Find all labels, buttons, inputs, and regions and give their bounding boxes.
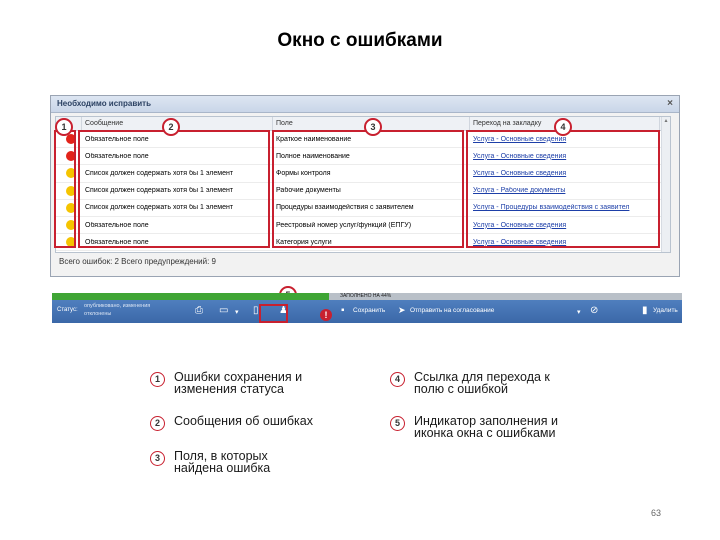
monitor-icon[interactable]: ▭	[219, 305, 229, 316]
legend-text: Индикатор заполнения и иконка окна с ошибками	[414, 414, 558, 440]
column-header-link[interactable]: Переход на закладку	[470, 117, 660, 130]
error-message: Список должен содержать хотя бы 1 элемент	[85, 204, 234, 212]
slide-title: Окно с ошибками	[277, 30, 443, 51]
callout-2: 2	[162, 118, 180, 136]
error-link[interactable]: Услуга - Основные сведения	[473, 221, 567, 229]
legend-number: 4	[390, 372, 405, 387]
error-link[interactable]: Услуга - Процедуры взаимодействия с заявител	[473, 204, 630, 212]
send-for-approval-button[interactable]: Отправить на согласование	[410, 307, 495, 314]
page-number: 63	[651, 508, 662, 518]
callout-1: 1	[55, 118, 73, 136]
legend-item-2	[150, 415, 360, 431]
error-link[interactable]: Услуга - Основные сведения	[473, 135, 567, 143]
error-link[interactable]: Услуга - Основные сведения	[473, 238, 567, 246]
send-icon[interactable]: ➤	[398, 305, 406, 315]
error-message: Список должен содержать хотя бы 1 элемент	[85, 169, 234, 177]
status-label: Статус:	[57, 307, 78, 313]
save-button[interactable]: Сохранить	[353, 307, 386, 314]
user-icon[interactable]: ♟	[279, 305, 288, 316]
error-link[interactable]: Услуга - Рабочие документы	[473, 187, 566, 195]
highlight-error-icons	[54, 130, 76, 248]
error-window-title: Необходимо исправить	[57, 99, 152, 108]
error-link[interactable]: Услуга - Основные сведения	[473, 169, 567, 177]
save-icon[interactable]: ▪	[341, 305, 345, 316]
completion-progress-label: ЗАПОЛНЕНО НА 44%	[340, 293, 392, 299]
chevron-down-icon[interactable]: ▾	[577, 309, 581, 316]
card-toolbar	[52, 300, 682, 323]
print-icon[interactable]: ⎙	[195, 305, 203, 316]
error-field: Формы контроля	[276, 169, 331, 177]
error-message: Обязательное поле	[85, 238, 149, 246]
trash-icon[interactable]: ▮	[642, 305, 648, 316]
column-header-message[interactable]: Сообщение	[82, 117, 273, 130]
callout-3: 3	[364, 118, 382, 136]
legend-text: Ссылка для перехода к полю с ошибкой	[414, 370, 550, 396]
error-summary: Всего ошибок: 2 Всего предупреждений: 9	[59, 257, 216, 266]
error-message: Обязательное поле	[85, 135, 149, 143]
error-window-titlebar	[51, 96, 679, 113]
block-icon[interactable]: ⊘	[590, 305, 599, 316]
completion-progress-fill	[52, 293, 329, 300]
column-header-field[interactable]: Поле	[273, 117, 470, 130]
error-message: Обязательное поле	[85, 152, 149, 160]
status-value: опубликовано, изменения отклонены	[84, 303, 151, 317]
error-field: Рабочие документы	[276, 187, 341, 195]
legend-number: 5	[390, 416, 405, 431]
highlight-fields	[272, 130, 464, 248]
error-field: Категория услуги	[276, 238, 332, 246]
chevron-down-icon[interactable]: ▾	[235, 309, 239, 316]
legend-text: Поля, в которых найдена ошибка	[174, 449, 271, 475]
error-window-icon[interactable]: !	[320, 309, 332, 321]
legend-item-4	[390, 371, 590, 395]
close-icon[interactable]: ×	[667, 98, 673, 109]
delete-button[interactable]: Удалить	[653, 307, 678, 314]
attachment-icon[interactable]: ▯	[253, 305, 259, 316]
error-field: Процедуры взаимодействия с заявителем	[276, 204, 414, 212]
error-link[interactable]: Услуга - Основные сведения	[473, 152, 567, 160]
legend-item-1	[150, 371, 350, 395]
error-table-header	[56, 117, 670, 131]
status-bar	[52, 293, 682, 323]
error-message: Список должен содержать хотя бы 1 элемент	[85, 187, 234, 195]
error-message: Обязательное поле	[85, 221, 149, 229]
highlight-error-indicator	[259, 304, 288, 323]
error-field: Полное наименование	[276, 152, 350, 160]
completion-progress-bar	[52, 293, 682, 300]
callout-4: 4	[554, 118, 572, 136]
legend-item-3	[150, 450, 350, 474]
legend-item-5	[390, 415, 590, 439]
error-field: Краткое наименование	[276, 135, 352, 143]
legend-text: Сообщения об ошибках	[174, 414, 313, 428]
highlight-messages	[78, 130, 270, 248]
legend-text: Ошибки сохранения и изменения статуса	[174, 370, 303, 396]
highlight-links	[466, 130, 660, 248]
legend-number: 2	[150, 416, 165, 431]
legend-number: 1	[150, 372, 165, 387]
legend-number: 3	[150, 451, 165, 466]
vertical-scrollbar[interactable]: ▴	[661, 117, 670, 252]
error-field: Реестровый номер услуг/функций (ЕПГУ)	[276, 221, 412, 229]
